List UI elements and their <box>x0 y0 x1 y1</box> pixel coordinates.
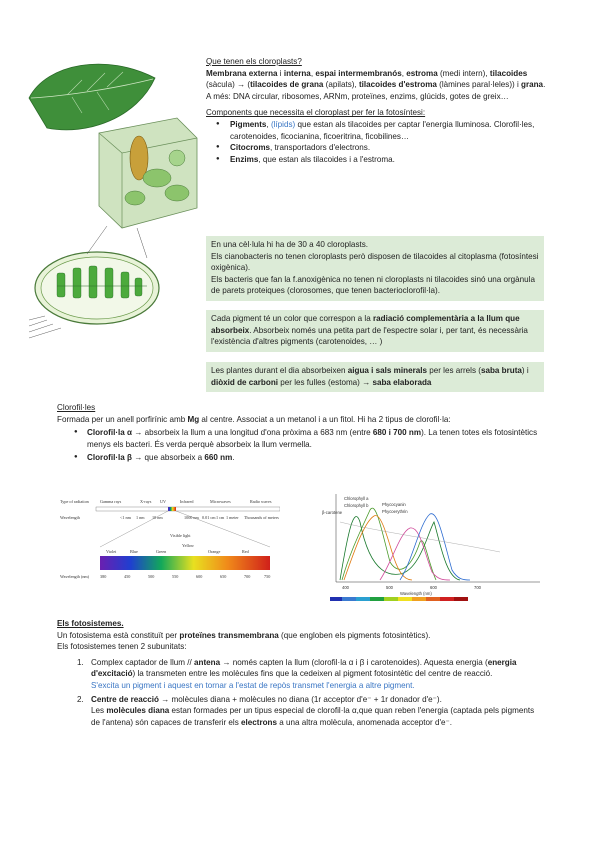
absorption-spectrum-figure <box>320 492 546 602</box>
wl-val-7: Thousands of meters <box>244 515 279 520</box>
label-phycocyanin: Phycocyanin <box>382 502 406 507</box>
q2-heading: Components que necessita el cloroplast per fer la fotosíntesi: <box>206 108 426 118</box>
fotosistemes-section <box>57 618 545 728</box>
fotosistemes-intro2: Els fotosistemes tenen 2 subunitats: <box>57 642 187 652</box>
tick-400: 400 <box>342 585 349 590</box>
info-box-saba <box>206 362 544 392</box>
label-carotene: β-carotene <box>322 510 343 515</box>
chloroplast-text-column <box>206 56 546 165</box>
color-blue: Blue <box>130 549 138 554</box>
antena-note: S'excita un pigment i aquest en tornar a l'estat de repòs transmet l'energia a altre pigment. <box>91 680 415 690</box>
chloroplast-illustration <box>27 58 199 342</box>
nm-450: 450 <box>124 574 131 579</box>
clorofila-a-item: ● Clorofil·la α → absorbeix la llum a una longitud d'ona pròxima a 683 nm (entre 680 i 700 nm). La tenen totes els fotosintètics menys els bacteri. És verda perquè absorbeix la llum vermella. <box>57 427 545 450</box>
label-chl-b: Chlorophyll b <box>344 503 369 508</box>
band-infrared: Infrared <box>180 499 194 504</box>
spectrum-type-label: Type of radiation <box>60 499 89 504</box>
wl-val-4: 0.01 cm <box>202 515 216 520</box>
q1-paragraph: Membrana externa i interna, espai intermembranós, estroma (medi intern), tilacoides (sàcula) → (tilacoides de grana (apilats), tilacoides d'estroma (làmines paral·leles)) i grana. <box>206 68 546 90</box>
info-box-pigment-color <box>206 310 544 352</box>
electromagnetic-spectrum-figure <box>60 497 280 587</box>
q1-extra: A més: DNA circular, ribosomes, ARNm, proteïnes, enzims, glúcids, gotes de greix… <box>206 91 509 101</box>
wl-val-0: <1 nm <box>120 515 131 520</box>
color-red: Red <box>242 549 249 554</box>
nm-380: 380 <box>100 574 107 579</box>
wl-val-3: 1000 nm <box>184 515 199 520</box>
item-centre-reaccio: 2. Centre de reacció → molècules diana + molècules no diana (1r acceptor d'e⁻ + 1r donador d'e⁻). Les molècules diana estan formades per un tipus especial de clorofil·la α,que quan reben l'energia (captada pels pigments de l'antena) són capaces de transferir els electrons a una altra molècula, anomenada acceptor d'e⁻. <box>77 694 535 727</box>
fotosistemes-intro: Un fotosistema està constituït per proteïnes transmembrana (que engloben els pigments fotosintètics). <box>57 630 431 640</box>
nm-label: Wavelength (nm) <box>60 574 90 579</box>
info-box-cloroplasts <box>206 236 544 301</box>
nm-750: 750 <box>264 574 271 579</box>
bullet-enzims: ● Enzims, que estan als tilacoides i a l'estroma. <box>206 154 546 166</box>
bullet-pigments: ● Pigments, (lípids) que estan als tilacoides per captar l'energia lluminosa. Clorofil·les, carotenoides, ficocianina, ficoeritrina, ficobilines… <box>206 119 546 142</box>
fotosistemes-heading: Els fotosistemes. <box>57 619 124 628</box>
nm-500: 500 <box>148 574 155 579</box>
nm-650: 650 <box>220 574 227 579</box>
color-green: Green <box>156 549 167 554</box>
color-yellow: Yellow <box>182 543 194 548</box>
absorb-xlabel: Wavelength (nm) <box>400 591 432 596</box>
tick-500: 500 <box>386 585 393 590</box>
box1-line2: Els cianobacteris no tenen cloroplasts però disposen de tilacoides al citoplasma (fotosíntesi oxigènica). <box>211 251 539 273</box>
band-xray: X-rays <box>140 499 152 504</box>
wl-val-2: 10 nm <box>152 515 163 520</box>
tick-600: 600 <box>430 585 437 590</box>
clorofiles-heading: Clorofil·les <box>57 403 96 412</box>
clorofila-b-item: ● Clorofil·la β → que absorbeix a 660 nm. <box>57 452 545 464</box>
band-uv: UV <box>160 499 167 504</box>
wl-val-6: 1 meter <box>226 515 239 520</box>
label-phycoerythrin: Phycoerythrin <box>382 509 408 514</box>
band-radio: Radio waves <box>250 499 272 504</box>
box1-line1: En una cèl·lula hi ha de 30 a 40 cloroplasts. <box>211 240 369 249</box>
nm-550: 550 <box>172 574 179 579</box>
color-violet: Violet <box>106 549 117 554</box>
q1-heading: Que tenen els cloroplasts? <box>206 57 302 66</box>
tick-700: 700 <box>474 585 481 590</box>
band-microwave: Microwaves <box>210 499 231 504</box>
wl-val-5: 1 cm <box>216 515 225 520</box>
box3-text: Les plantes durant el dia absorbeixen aigua i sals minerals per les arrels (saba bruta) i diòxid de carboni per les fulles (estoma) → saba elaborada <box>211 366 529 387</box>
box1-line3: Els bacteris que fan la f.anoxigènica no tenen ni cloroplasts ni tilacoides sinó una orgànula de parets proteiques (clorosomes, que tenen bacterioclorofil·la). <box>211 274 535 296</box>
wl-val-1: 1 nm <box>136 515 145 520</box>
spectrum-wavelength-label: Wavelength <box>60 515 80 520</box>
visible-light-label: Visible light <box>170 533 191 538</box>
nm-600: 600 <box>196 574 203 579</box>
clorofiles-section <box>57 402 545 464</box>
box2-text: Cada pigment té un color que correspon a la radiació complementària a la llum que absorbeix. Absorbeix només una petita part de l'espectre solar i, per tant, és necessària l'existència d'altres pigments (carotenoides, … ) <box>211 314 528 347</box>
label-chl-a: Chlorophyll a <box>344 496 369 501</box>
clorofiles-intro: Formada per un anell porfirínic amb Mg al centre. Associat a un metanol i a un fitol. Hi ha 2 tipus de clorofil·la: <box>57 414 451 424</box>
band-gamma: Gamma rays <box>100 499 122 504</box>
nm-700: 700 <box>244 574 251 579</box>
item-antena: 1. Complex captador de llum // antena → només capten la llum (clorofil·la α i β i carotenoides). Aquesta energia (energia d'excitació) la transmeten entre les molècules fins que la cedeixen al pigment fotosintètic del centre de reacció. S'excita un pigment i aquest en tornar a l'estat de repòs transmet l'energia a altre pigment. <box>57 657 545 692</box>
color-orange: Orange <box>208 549 221 554</box>
bullet-citocroms: ● Citocroms, transportadors d'electrons. <box>206 142 546 154</box>
